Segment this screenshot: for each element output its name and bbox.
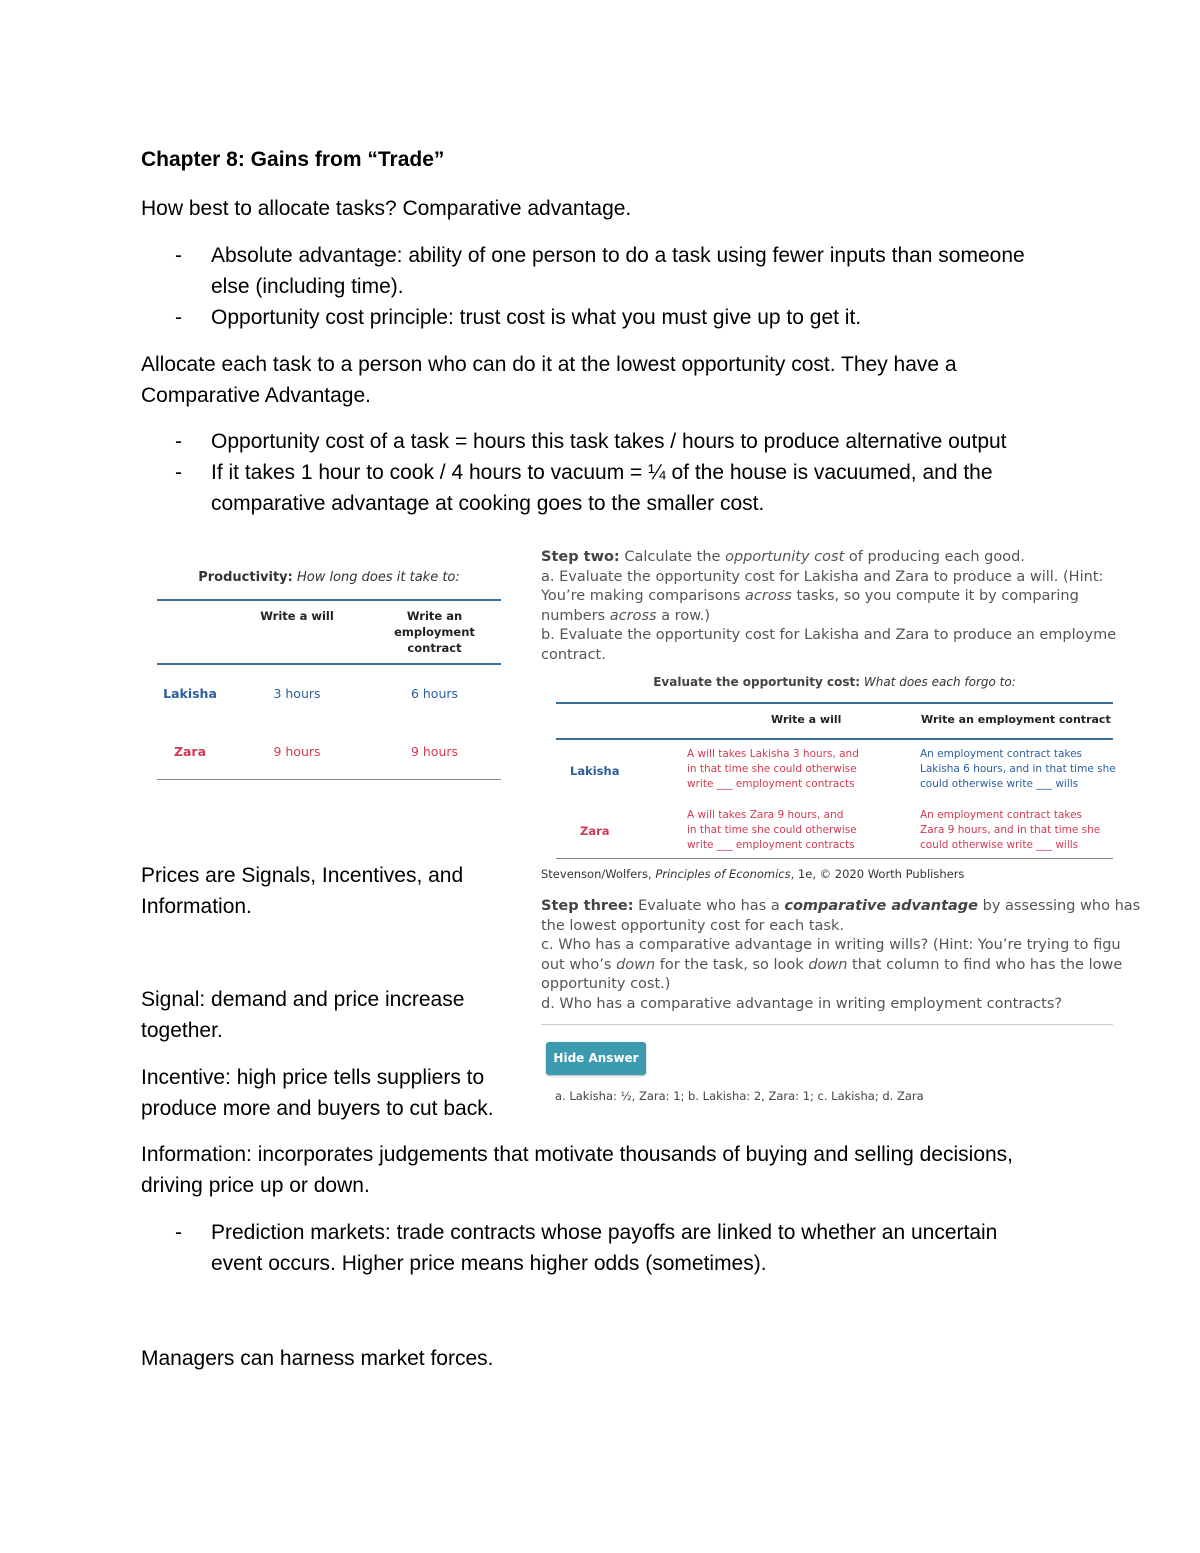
signal-text-cont: together. [141,1019,223,1042]
signal-text: Signal: demand and price increase [141,988,465,1011]
managers-text: Managers can harness market forces. [141,1347,494,1370]
bullet-dash: - [175,430,182,453]
question-c-line1: c. Who has a comparative advantage in writing wills? (Hint: You’re trying to figu [541,937,1121,953]
bullet-dash: - [175,306,182,329]
cell-zara-contract: 9 hours [410,744,459,759]
page-title: Chapter 8: Gains from “Trade” [141,148,445,171]
bullet-prediction-markets-cont: event occurs. Higher price means higher odds (sometimes). [211,1252,767,1275]
table-rule [157,663,501,665]
bullet-dash: - [175,461,182,484]
cell-zara-will: 9 hours [273,744,321,759]
cell-lakisha-contract: 6 hours [410,686,459,701]
table-rule [157,599,501,601]
opportunity-cost-table [556,675,1116,865]
bullet-opportunity-formula: Opportunity cost of a task = hours this task takes / hours to produce alternative output [211,430,1007,453]
allocate-paragraph: Allocate each task to a person who can do it at the lowest opportunity cost. They have a [141,353,957,376]
table-rule [157,779,501,780]
prices-heading-cont: Information. [141,895,252,918]
ocell-lakisha-contract: An employment contract takes Lakisha 6 hours, and in that time she could otherwise write ___ wills [920,748,1116,790]
information-text: Information: incorporates judgements that motivate thousands of buying and selling decisions, [141,1143,1014,1166]
bullet-cook-example-cont: comparative advantage at cooking goes to the smaller cost. [211,492,765,515]
step-three-line2: the lowest opportunity cost for each task. [541,918,844,934]
question-a-line2: You’re making comparisons across tasks, so you compute it by comparing [541,588,1079,604]
question-b-line1: b. Evaluate the opportunity cost for Lakisha and Zara to produce an employme [541,627,1117,643]
incentive-text-cont: produce more and buyers to cut back. [141,1097,494,1120]
orow-label-zara: Zara [580,824,610,838]
cell-lakisha-will: 3 hours [273,686,321,701]
orow-label-lakisha: Lakisha [570,764,620,778]
divider [541,1024,1113,1025]
question-a-line1: a. Evaluate the opportunity cost for Lakisha and Zara to produce a will. (Hint: [541,569,1104,585]
ocell-zara-contract: An employment contract takes Zara 9 hours, and in that time she could otherwise write ___ wills [920,809,1101,851]
step-three-line: Step three: Evaluate who has a comparative advantage by assessing who has [541,898,1141,914]
question-c-line2: out who’s down for the task, so look down that column to find who has the lowe [541,957,1123,973]
row-label-zara: Zara [173,744,207,759]
allocate-paragraph-cont: Comparative Advantage. [141,384,371,407]
col-header-contract: Write an employment contract [394,609,475,655]
information-text-cont: driving price up or down. [141,1174,370,1197]
ocol-header-contract: Write an employment contract [921,713,1111,726]
table-rule [556,702,1113,704]
question-c-line3: opportunity cost.) [541,976,671,992]
col-header-will: Write a will [260,609,334,623]
ocell-lakisha-will: A will takes Lakisha 3 hours, and in that time she could otherwise write ___ employment contracts [687,748,859,790]
bullet-absolute-advantage: Absolute advantage: ability of one person to do a task using fewer inputs than someone [211,244,1025,267]
source-credit: Stevenson/Wolfers, Principles of Economics, 1e, © 2020 Worth Publishers [541,867,965,881]
opportunity-caption: Evaluate the opportunity cost: What does each forgo to: [653,675,1016,689]
bullet-dash: - [175,1221,182,1244]
prices-heading: Prices are Signals, Incentives, and [141,864,464,887]
incentive-text: Incentive: high price tells suppliers to [141,1066,485,1089]
question-b-line2: contract. [541,647,606,663]
ocell-zara-will: A will takes Zara 9 hours, and in that time she could otherwise write ___ employment contracts [687,809,857,851]
table-rule [556,738,1113,740]
table-rule [556,858,1113,859]
bullet-absolute-advantage-cont: else (including time). [211,275,404,298]
question-a-line3: numbers across a row.) [541,608,710,624]
productivity-caption: Productivity: How long does it take to: [198,570,460,585]
bullet-opportunity-cost: Opportunity cost principle: trust cost is what you must give up to get it. [211,306,862,329]
bullet-prediction-markets: Prediction markets: trade contracts whose payoffs are linked to whether an uncertain [211,1221,998,1244]
ocol-header-will: Write a will [771,713,842,726]
step-two-line: Step two: Calculate the opportunity cost of producing each good. [541,549,1025,565]
step-panel [541,545,1141,1110]
productivity-table [157,570,501,790]
row-label-lakisha: Lakisha [163,686,217,701]
bullet-cook-example: If it takes 1 hour to cook / 4 hours to vacuum = ¼ of the house is vacuumed, and the [211,461,993,484]
bullet-dash: - [175,244,182,267]
intro-text: How best to allocate tasks? Comparative advantage. [141,197,632,220]
answer-text: a. Lakisha: ½, Zara: 1; b. Lakisha: 2, Zara: 1; c. Lakisha; d. Zara [555,1089,924,1103]
hide-answer-button[interactable]: Hide Answer [546,1042,646,1075]
question-d-line: d. Who has a comparative advantage in writing employment contracts? [541,996,1063,1012]
